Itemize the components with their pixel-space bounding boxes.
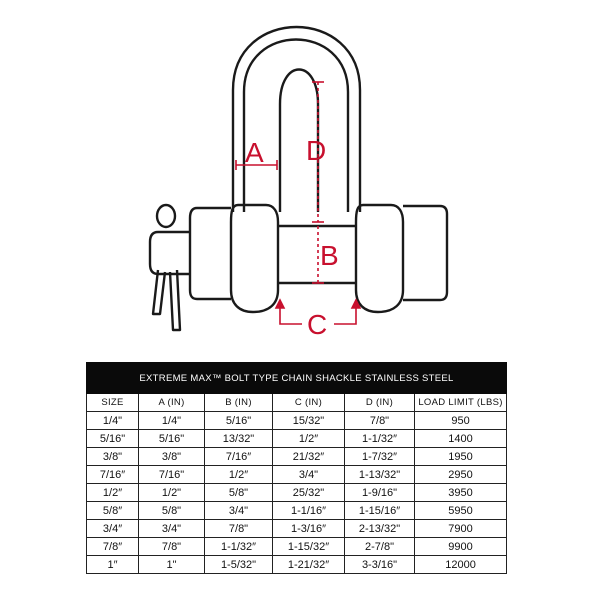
table-cell: 7/16″ [87, 466, 139, 484]
table-cell: 1" [139, 556, 205, 574]
label-d: D [306, 135, 327, 166]
table-cell: 1-21/32″ [273, 556, 345, 574]
table-cell: 3/8" [139, 448, 205, 466]
table-cell: 5/8" [205, 484, 273, 502]
table-cell: 5/16" [205, 412, 273, 430]
table-row [87, 466, 507, 484]
table-body [87, 412, 507, 574]
table-cell: 7/8" [205, 520, 273, 538]
table-cell: 7900 [415, 520, 507, 538]
table-cell: 1-1/16″ [273, 502, 345, 520]
table-cell: 3/4" [205, 502, 273, 520]
table-cell: 1/4" [139, 412, 205, 430]
table-cell: 1-7/32″ [345, 448, 415, 466]
table-cell: 1/2″ [87, 484, 139, 502]
table-cell: 3/8" [87, 448, 139, 466]
label-c: C [307, 309, 328, 340]
table-cell: 7/8" [345, 412, 415, 430]
table-cell: 5/8" [139, 502, 205, 520]
table-cell: 2950 [415, 466, 507, 484]
table-cell: 1-15/32″ [273, 538, 345, 556]
table-row [87, 484, 507, 502]
table-row [87, 430, 507, 448]
table-row [87, 448, 507, 466]
table-cell: 25/32" [273, 484, 345, 502]
table-cell: 3950 [415, 484, 507, 502]
table-cell: 5/16" [139, 430, 205, 448]
table-cell: 7/16" [139, 466, 205, 484]
table-row [87, 520, 507, 538]
label-b: B [320, 240, 339, 271]
column-header: A (IN) [139, 394, 205, 412]
table-cell: 1400 [415, 430, 507, 448]
table-title: EXTREME MAX™ BOLT TYPE CHAIN SHACKLE STAINLESS STEEL [87, 363, 507, 394]
label-a: A [245, 137, 264, 168]
table-cell: 2-7/8" [345, 538, 415, 556]
table-row [87, 412, 507, 430]
shackle-outline [150, 27, 447, 330]
table-header-row [87, 394, 507, 412]
table-cell: 1/2″ [273, 430, 345, 448]
table-cell: 7/16″ [205, 448, 273, 466]
table-cell: 7/8" [139, 538, 205, 556]
table-cell: 1″ [87, 556, 139, 574]
table-cell: 1/2" [139, 484, 205, 502]
table-cell: 5950 [415, 502, 507, 520]
table-cell: 1-1/32″ [345, 430, 415, 448]
table-cell: 7/8″ [87, 538, 139, 556]
table-cell: 9900 [415, 538, 507, 556]
table-cell: 5/8″ [87, 502, 139, 520]
dimension-lines [236, 82, 360, 324]
table-cell: 3/4″ [87, 520, 139, 538]
table-row [87, 556, 507, 574]
column-header: LOAD LIMIT (LBS) [415, 394, 507, 412]
table-cell: 2-13/32" [345, 520, 415, 538]
table-cell: 1-13/32" [345, 466, 415, 484]
table-cell: 1/4" [87, 412, 139, 430]
table-cell: 3-3/16" [345, 556, 415, 574]
table-cell: 13/32" [205, 430, 273, 448]
table-cell: 15/32" [273, 412, 345, 430]
table-cell: 1-15/16″ [345, 502, 415, 520]
table-cell: 1-3/16″ [273, 520, 345, 538]
column-header: SIZE [87, 394, 139, 412]
table-cell: 1/2″ [205, 466, 273, 484]
table-cell: 5/16" [87, 430, 139, 448]
table-row [87, 538, 507, 556]
table-cell: 12000 [415, 556, 507, 574]
column-header: C (IN) [273, 394, 345, 412]
table-cell: 3/4" [139, 520, 205, 538]
table-row [87, 502, 507, 520]
table-cell: 1950 [415, 448, 507, 466]
table-cell: 1-5/32" [205, 556, 273, 574]
table-cell: 1-1/32″ [205, 538, 273, 556]
table-cell: 1-9/16" [345, 484, 415, 502]
table-cell: 21/32″ [273, 448, 345, 466]
column-header: B (IN) [205, 394, 273, 412]
shackle-spec-table [86, 362, 507, 574]
table-cell: 3/4" [273, 466, 345, 484]
column-header: D (IN) [345, 394, 415, 412]
table-cell: 950 [415, 412, 507, 430]
